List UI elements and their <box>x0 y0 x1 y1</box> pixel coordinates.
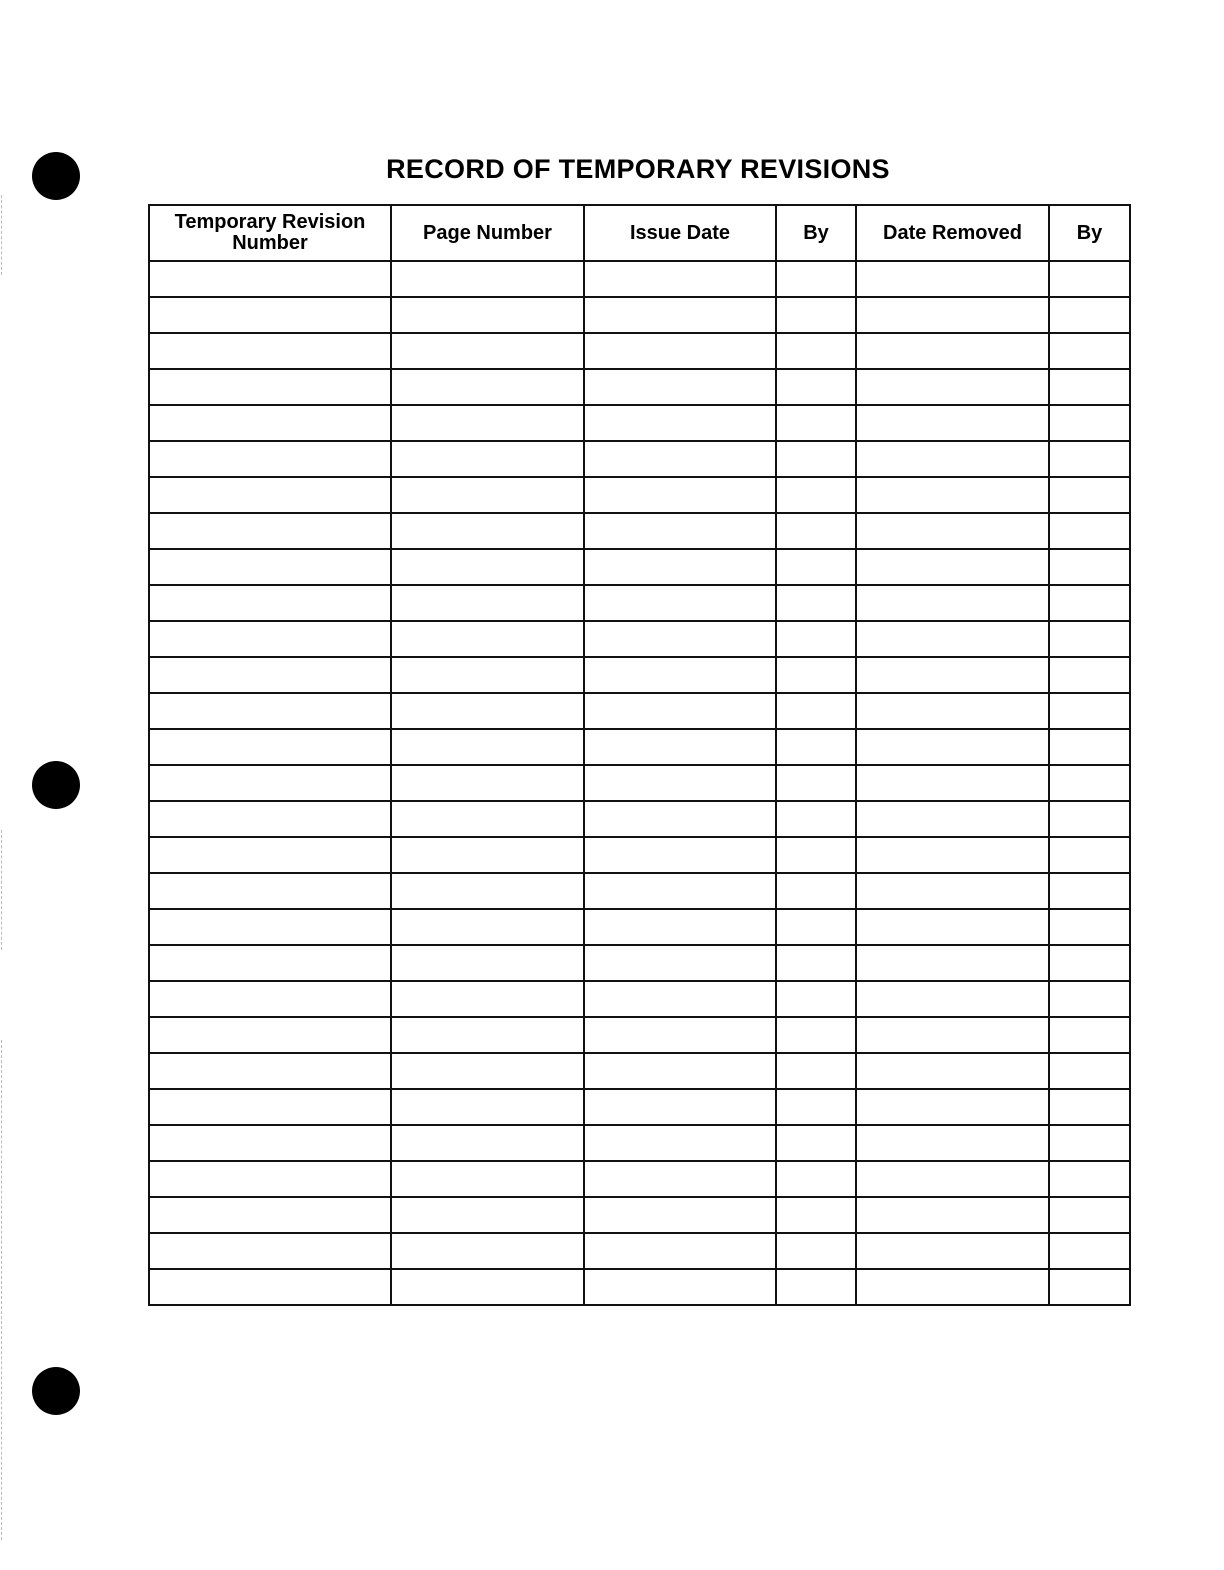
table-row <box>149 585 1130 621</box>
cell-date-removed[interactable] <box>856 441 1049 477</box>
cell-revision-number[interactable] <box>149 1125 391 1161</box>
cell-by[interactable] <box>776 369 856 405</box>
cell-by[interactable] <box>776 621 856 657</box>
cell-by-removed[interactable] <box>1049 1017 1130 1053</box>
cell-issue-date[interactable] <box>584 945 776 981</box>
cell-by-removed[interactable] <box>1049 1161 1130 1197</box>
cell-by[interactable] <box>776 729 856 765</box>
cell-issue-date[interactable] <box>584 693 776 729</box>
cell-date-removed[interactable] <box>856 261 1049 297</box>
binder-hole-middle <box>32 761 80 809</box>
cell-issue-date[interactable] <box>584 1269 776 1305</box>
table-header-row <box>149 205 1130 261</box>
cell-issue-date[interactable] <box>584 549 776 585</box>
cell-page-number[interactable] <box>391 405 584 441</box>
cell-by[interactable] <box>776 1197 856 1233</box>
table-row <box>149 1233 1130 1269</box>
cell-by[interactable] <box>776 657 856 693</box>
cell-issue-date[interactable] <box>584 1125 776 1161</box>
cell-issue-date[interactable] <box>584 621 776 657</box>
cell-by[interactable] <box>776 549 856 585</box>
table-row <box>149 1197 1130 1233</box>
table-row <box>149 837 1130 873</box>
cell-date-removed[interactable] <box>856 1053 1049 1089</box>
table-row <box>149 873 1130 909</box>
cell-page-number[interactable] <box>391 1197 584 1233</box>
cell-by-removed[interactable] <box>1049 1269 1130 1305</box>
cell-revision-number[interactable] <box>149 981 391 1017</box>
cell-issue-date[interactable] <box>584 405 776 441</box>
cell-date-removed[interactable] <box>856 513 1049 549</box>
cell-page-number[interactable] <box>391 549 584 585</box>
header-issue-date: Issue Date <box>584 205 776 261</box>
cell-by[interactable] <box>776 1017 856 1053</box>
page-title: RECORD OF TEMPORARY REVISIONS <box>386 154 890 184</box>
cell-issue-date[interactable] <box>584 441 776 477</box>
cell-revision-number[interactable] <box>149 1089 391 1125</box>
cell-revision-number[interactable] <box>149 549 391 585</box>
cell-by-removed[interactable] <box>1049 729 1130 765</box>
cell-by[interactable] <box>776 441 856 477</box>
header-temporary-revision-number: Temporary Revision Number <box>149 205 391 261</box>
cell-date-removed[interactable] <box>856 585 1049 621</box>
cell-revision-number[interactable] <box>149 513 391 549</box>
cell-by-removed[interactable] <box>1049 909 1130 945</box>
cell-issue-date[interactable] <box>584 1197 776 1233</box>
cell-revision-number[interactable] <box>149 261 391 297</box>
cell-issue-date[interactable] <box>584 1089 776 1125</box>
cell-by[interactable] <box>776 765 856 801</box>
cell-issue-date[interactable] <box>584 333 776 369</box>
table-row <box>149 369 1130 405</box>
table-row <box>149 693 1130 729</box>
header-date-removed: Date Removed <box>856 205 1049 261</box>
cell-by[interactable] <box>776 1125 856 1161</box>
cell-revision-number[interactable] <box>149 909 391 945</box>
cell-by-removed[interactable] <box>1049 477 1130 513</box>
cell-page-number[interactable] <box>391 657 584 693</box>
cell-date-removed[interactable] <box>856 909 1049 945</box>
cell-by[interactable] <box>776 333 856 369</box>
cell-revision-number[interactable] <box>149 693 391 729</box>
table-row <box>149 1161 1130 1197</box>
cell-issue-date[interactable] <box>584 873 776 909</box>
table-row <box>149 765 1130 801</box>
cell-by[interactable] <box>776 981 856 1017</box>
cell-by[interactable] <box>776 801 856 837</box>
cell-page-number[interactable] <box>391 909 584 945</box>
cell-by[interactable] <box>776 1269 856 1305</box>
cell-page-number[interactable] <box>391 693 584 729</box>
cell-by[interactable] <box>776 1233 856 1269</box>
cell-revision-number[interactable] <box>149 945 391 981</box>
cell-by-removed[interactable] <box>1049 693 1130 729</box>
cell-page-number[interactable] <box>391 1269 584 1305</box>
cell-page-number[interactable] <box>391 945 584 981</box>
cell-issue-date[interactable] <box>584 657 776 693</box>
revision-record-table <box>148 204 1131 1306</box>
cell-revision-number[interactable] <box>149 801 391 837</box>
cell-revision-number[interactable] <box>149 621 391 657</box>
cell-date-removed[interactable] <box>856 1161 1049 1197</box>
cell-date-removed[interactable] <box>856 1269 1049 1305</box>
cell-page-number[interactable] <box>391 837 584 873</box>
cell-by-removed[interactable] <box>1049 261 1130 297</box>
cell-by[interactable] <box>776 1053 856 1089</box>
cell-revision-number[interactable] <box>149 477 391 513</box>
cell-by-removed[interactable] <box>1049 297 1130 333</box>
cell-date-removed[interactable] <box>856 981 1049 1017</box>
cell-revision-number[interactable] <box>149 441 391 477</box>
cell-issue-date[interactable] <box>584 261 776 297</box>
cell-issue-date[interactable] <box>584 729 776 765</box>
table-row <box>149 657 1130 693</box>
table-row <box>149 1269 1130 1305</box>
table-row <box>149 909 1130 945</box>
cell-issue-date[interactable] <box>584 1053 776 1089</box>
table-row <box>149 441 1130 477</box>
cell-revision-number[interactable] <box>149 369 391 405</box>
cell-revision-number[interactable] <box>149 333 391 369</box>
cell-date-removed[interactable] <box>856 405 1049 441</box>
cell-date-removed[interactable] <box>856 333 1049 369</box>
cell-issue-date[interactable] <box>584 981 776 1017</box>
cell-page-number[interactable] <box>391 873 584 909</box>
cell-date-removed[interactable] <box>856 873 1049 909</box>
table-row <box>149 729 1130 765</box>
cell-date-removed[interactable] <box>856 369 1049 405</box>
cell-page-number[interactable] <box>391 1053 584 1089</box>
table-body <box>149 261 1130 1305</box>
cell-date-removed[interactable] <box>856 729 1049 765</box>
cell-page-number[interactable] <box>391 585 584 621</box>
cell-page-number[interactable] <box>391 333 584 369</box>
cell-date-removed[interactable] <box>856 1089 1049 1125</box>
cell-by[interactable] <box>776 585 856 621</box>
header-page-number: Page Number <box>391 205 584 261</box>
cell-date-removed[interactable] <box>856 621 1049 657</box>
table-row <box>149 1089 1130 1125</box>
cell-date-removed[interactable] <box>856 657 1049 693</box>
table-row <box>149 945 1130 981</box>
cell-page-number[interactable] <box>391 441 584 477</box>
cell-revision-number[interactable] <box>149 585 391 621</box>
cell-page-number[interactable] <box>391 621 584 657</box>
header-by-removed: By <box>1049 205 1130 261</box>
cell-by[interactable] <box>776 837 856 873</box>
cell-date-removed[interactable] <box>856 837 1049 873</box>
cell-by-removed[interactable] <box>1049 657 1130 693</box>
cell-by[interactable] <box>776 693 856 729</box>
cell-issue-date[interactable] <box>584 837 776 873</box>
cell-page-number[interactable] <box>391 1161 584 1197</box>
table-row <box>149 333 1130 369</box>
cell-issue-date[interactable] <box>584 369 776 405</box>
cell-revision-number[interactable] <box>149 873 391 909</box>
cell-by[interactable] <box>776 297 856 333</box>
cell-issue-date[interactable] <box>584 513 776 549</box>
cell-date-removed[interactable] <box>856 801 1049 837</box>
cell-revision-number[interactable] <box>149 765 391 801</box>
cell-page-number[interactable] <box>391 1233 584 1269</box>
cell-issue-date[interactable] <box>584 1233 776 1269</box>
cell-issue-date[interactable] <box>584 585 776 621</box>
cell-issue-date[interactable] <box>584 1161 776 1197</box>
table-row <box>149 549 1130 585</box>
cell-page-number[interactable] <box>391 801 584 837</box>
cell-by-removed[interactable] <box>1049 585 1130 621</box>
cell-revision-number[interactable] <box>149 657 391 693</box>
cell-by-removed[interactable] <box>1049 981 1130 1017</box>
cell-revision-number[interactable] <box>149 1269 391 1305</box>
cell-by-removed[interactable] <box>1049 333 1130 369</box>
cell-revision-number[interactable] <box>149 297 391 333</box>
cell-date-removed[interactable] <box>856 1125 1049 1161</box>
cell-by-removed[interactable] <box>1049 405 1130 441</box>
cell-date-removed[interactable] <box>856 1017 1049 1053</box>
table-row <box>149 621 1130 657</box>
cell-by-removed[interactable] <box>1049 873 1130 909</box>
cell-by-removed[interactable] <box>1049 1125 1130 1161</box>
cell-by[interactable] <box>776 1089 856 1125</box>
cell-issue-date[interactable] <box>584 765 776 801</box>
cell-by-removed[interactable] <box>1049 1233 1130 1269</box>
cell-page-number[interactable] <box>391 981 584 1017</box>
table-row <box>149 801 1130 837</box>
cell-by[interactable] <box>776 261 856 297</box>
cell-date-removed[interactable] <box>856 693 1049 729</box>
table-row <box>149 405 1130 441</box>
cell-by[interactable] <box>776 477 856 513</box>
header-by: By <box>776 205 856 261</box>
table-row <box>149 477 1130 513</box>
scan-edge-mark <box>1 830 2 950</box>
cell-page-number[interactable] <box>391 1017 584 1053</box>
binder-hole-bottom <box>32 1367 80 1415</box>
cell-revision-number[interactable] <box>149 837 391 873</box>
table-row <box>149 1053 1130 1089</box>
cell-page-number[interactable] <box>391 1125 584 1161</box>
table-row <box>149 297 1130 333</box>
cell-by-removed[interactable] <box>1049 1089 1130 1125</box>
scan-edge-mark <box>1 195 2 275</box>
cell-by[interactable] <box>776 513 856 549</box>
cell-issue-date[interactable] <box>584 909 776 945</box>
cell-page-number[interactable] <box>391 765 584 801</box>
cell-by-removed[interactable] <box>1049 945 1130 981</box>
cell-date-removed[interactable] <box>856 1233 1049 1269</box>
cell-by-removed[interactable] <box>1049 441 1130 477</box>
cell-page-number[interactable] <box>391 513 584 549</box>
cell-by-removed[interactable] <box>1049 621 1130 657</box>
cell-date-removed[interactable] <box>856 765 1049 801</box>
cell-revision-number[interactable] <box>149 1017 391 1053</box>
cell-by-removed[interactable] <box>1049 513 1130 549</box>
cell-page-number[interactable] <box>391 261 584 297</box>
table-row <box>149 1017 1130 1053</box>
table-row <box>149 981 1130 1017</box>
cell-date-removed[interactable] <box>856 297 1049 333</box>
cell-by-removed[interactable] <box>1049 765 1130 801</box>
cell-revision-number[interactable] <box>149 405 391 441</box>
table-row <box>149 513 1130 549</box>
cell-issue-date[interactable] <box>584 1017 776 1053</box>
cell-revision-number[interactable] <box>149 729 391 765</box>
cell-issue-date[interactable] <box>584 477 776 513</box>
cell-by-removed[interactable] <box>1049 837 1130 873</box>
cell-date-removed[interactable] <box>856 945 1049 981</box>
cell-issue-date[interactable] <box>584 297 776 333</box>
cell-by[interactable] <box>776 873 856 909</box>
table-row <box>149 261 1130 297</box>
cell-page-number[interactable] <box>391 369 584 405</box>
cell-by-removed[interactable] <box>1049 801 1130 837</box>
cell-page-number[interactable] <box>391 297 584 333</box>
cell-page-number[interactable] <box>391 729 584 765</box>
cell-by[interactable] <box>776 909 856 945</box>
cell-by-removed[interactable] <box>1049 1053 1130 1089</box>
cell-by-removed[interactable] <box>1049 369 1130 405</box>
cell-page-number[interactable] <box>391 1089 584 1125</box>
scan-edge-mark <box>1 1040 2 1540</box>
cell-issue-date[interactable] <box>584 801 776 837</box>
cell-by[interactable] <box>776 1161 856 1197</box>
cell-revision-number[interactable] <box>149 1233 391 1269</box>
cell-page-number[interactable] <box>391 477 584 513</box>
cell-by[interactable] <box>776 405 856 441</box>
cell-date-removed[interactable] <box>856 477 1049 513</box>
cell-by[interactable] <box>776 945 856 981</box>
cell-date-removed[interactable] <box>856 549 1049 585</box>
cell-by-removed[interactable] <box>1049 1197 1130 1233</box>
table-row <box>149 1125 1130 1161</box>
cell-by-removed[interactable] <box>1049 549 1130 585</box>
cell-revision-number[interactable] <box>149 1161 391 1197</box>
cell-date-removed[interactable] <box>856 1197 1049 1233</box>
cell-revision-number[interactable] <box>149 1197 391 1233</box>
cell-revision-number[interactable] <box>149 1053 391 1089</box>
